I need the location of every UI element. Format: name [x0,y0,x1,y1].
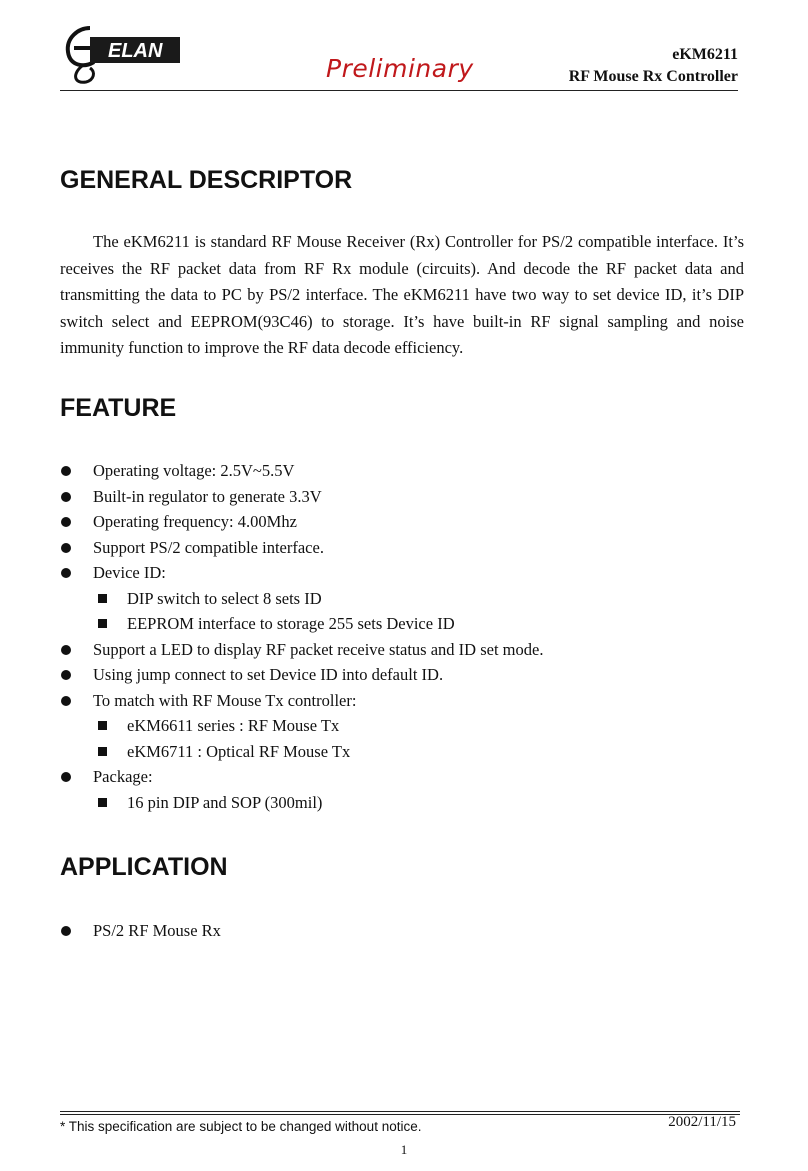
preliminary-watermark: Preliminary [326,54,474,83]
sub-list-item: eKM6711 : Optical RF Mouse Tx [60,739,740,765]
page-header [0,0,808,100]
bullet-square-icon [98,747,107,756]
footer-rule [60,1111,740,1112]
bullet-dot-icon [61,645,71,655]
bullet-dot-icon [61,466,71,476]
list-item: Support PS/2 compatible interface. [60,535,740,561]
bullet-dot-icon [61,568,71,578]
application-list [60,918,221,944]
bullet-dot-icon [61,670,71,680]
sub-list-item: 16 pin DIP and SOP (300mil) [60,790,740,816]
product-subtitle: RF Mouse Rx Controller [568,68,738,85]
list-item: Package: [60,764,740,790]
footer-date: 2002/11/15 [668,1114,736,1130]
sub-list-item: DIP switch to select 8 sets ID [60,586,740,612]
list-item: To match with RF Mouse Tx controller: [60,688,740,714]
bullet-dot-icon [61,543,71,553]
logo-text: ELAN [108,40,163,62]
bullet-dot-icon [61,926,71,936]
page-number: 1 [400,1142,408,1157]
bullet-dot-icon [61,517,71,527]
feature-list [60,458,740,815]
bullet-square-icon [98,619,107,628]
bullet-square-icon [98,721,107,730]
application-heading: APPLICATION [60,853,228,881]
bullet-dot-icon [61,696,71,706]
list-item: Support a LED to display RF packet receive status and ID set mode. [60,637,740,663]
list-item: Device ID: [60,560,740,586]
list-item: Built-in regulator to generate 3.3V [60,484,740,510]
feature-heading: FEATURE [60,394,177,422]
footer-rule [60,1114,740,1115]
general-description: The eKM6211 is standard RF Mouse Receiver (Rx) Controller for PS/2 compatible interface. It’s receives the RF packet data from RF Rx module (circuits). And decode the RF packet data and transmitting the data to PC by PS/2 interface. The eKM6211 have two way to set device ID, it’s DIP switch select and EEPROM(93C46) to storage. It’s have built-in RF signal sampling and noise immunity function to improve the RF data decode efficiency. [60,232,744,357]
list-item: PS/2 RF Mouse Rx [60,918,221,944]
sub-list-item: eKM6611 series : RF Mouse Tx [60,713,740,739]
list-item: Operating frequency: 4.00Mhz [60,509,740,535]
header-rule [60,90,738,91]
header-titles [569,44,738,88]
bullet-dot-icon [61,492,71,502]
list-item: Operating voltage: 2.5V~5.5V [60,458,740,484]
footer-note: * This specification are subject to be changed without notice. [60,1119,422,1134]
elan-logo [60,22,190,86]
model-number: eKM6211 [672,46,738,63]
bullet-square-icon [98,594,107,603]
bullet-square-icon [98,798,107,807]
sub-list-item: EEPROM interface to storage 255 sets Device ID [60,611,740,637]
general-descriptor-heading: GENERAL DESCRIPTOR [60,166,353,194]
bullet-dot-icon [61,772,71,782]
list-item: Using jump connect to set Device ID into default ID. [60,662,740,688]
